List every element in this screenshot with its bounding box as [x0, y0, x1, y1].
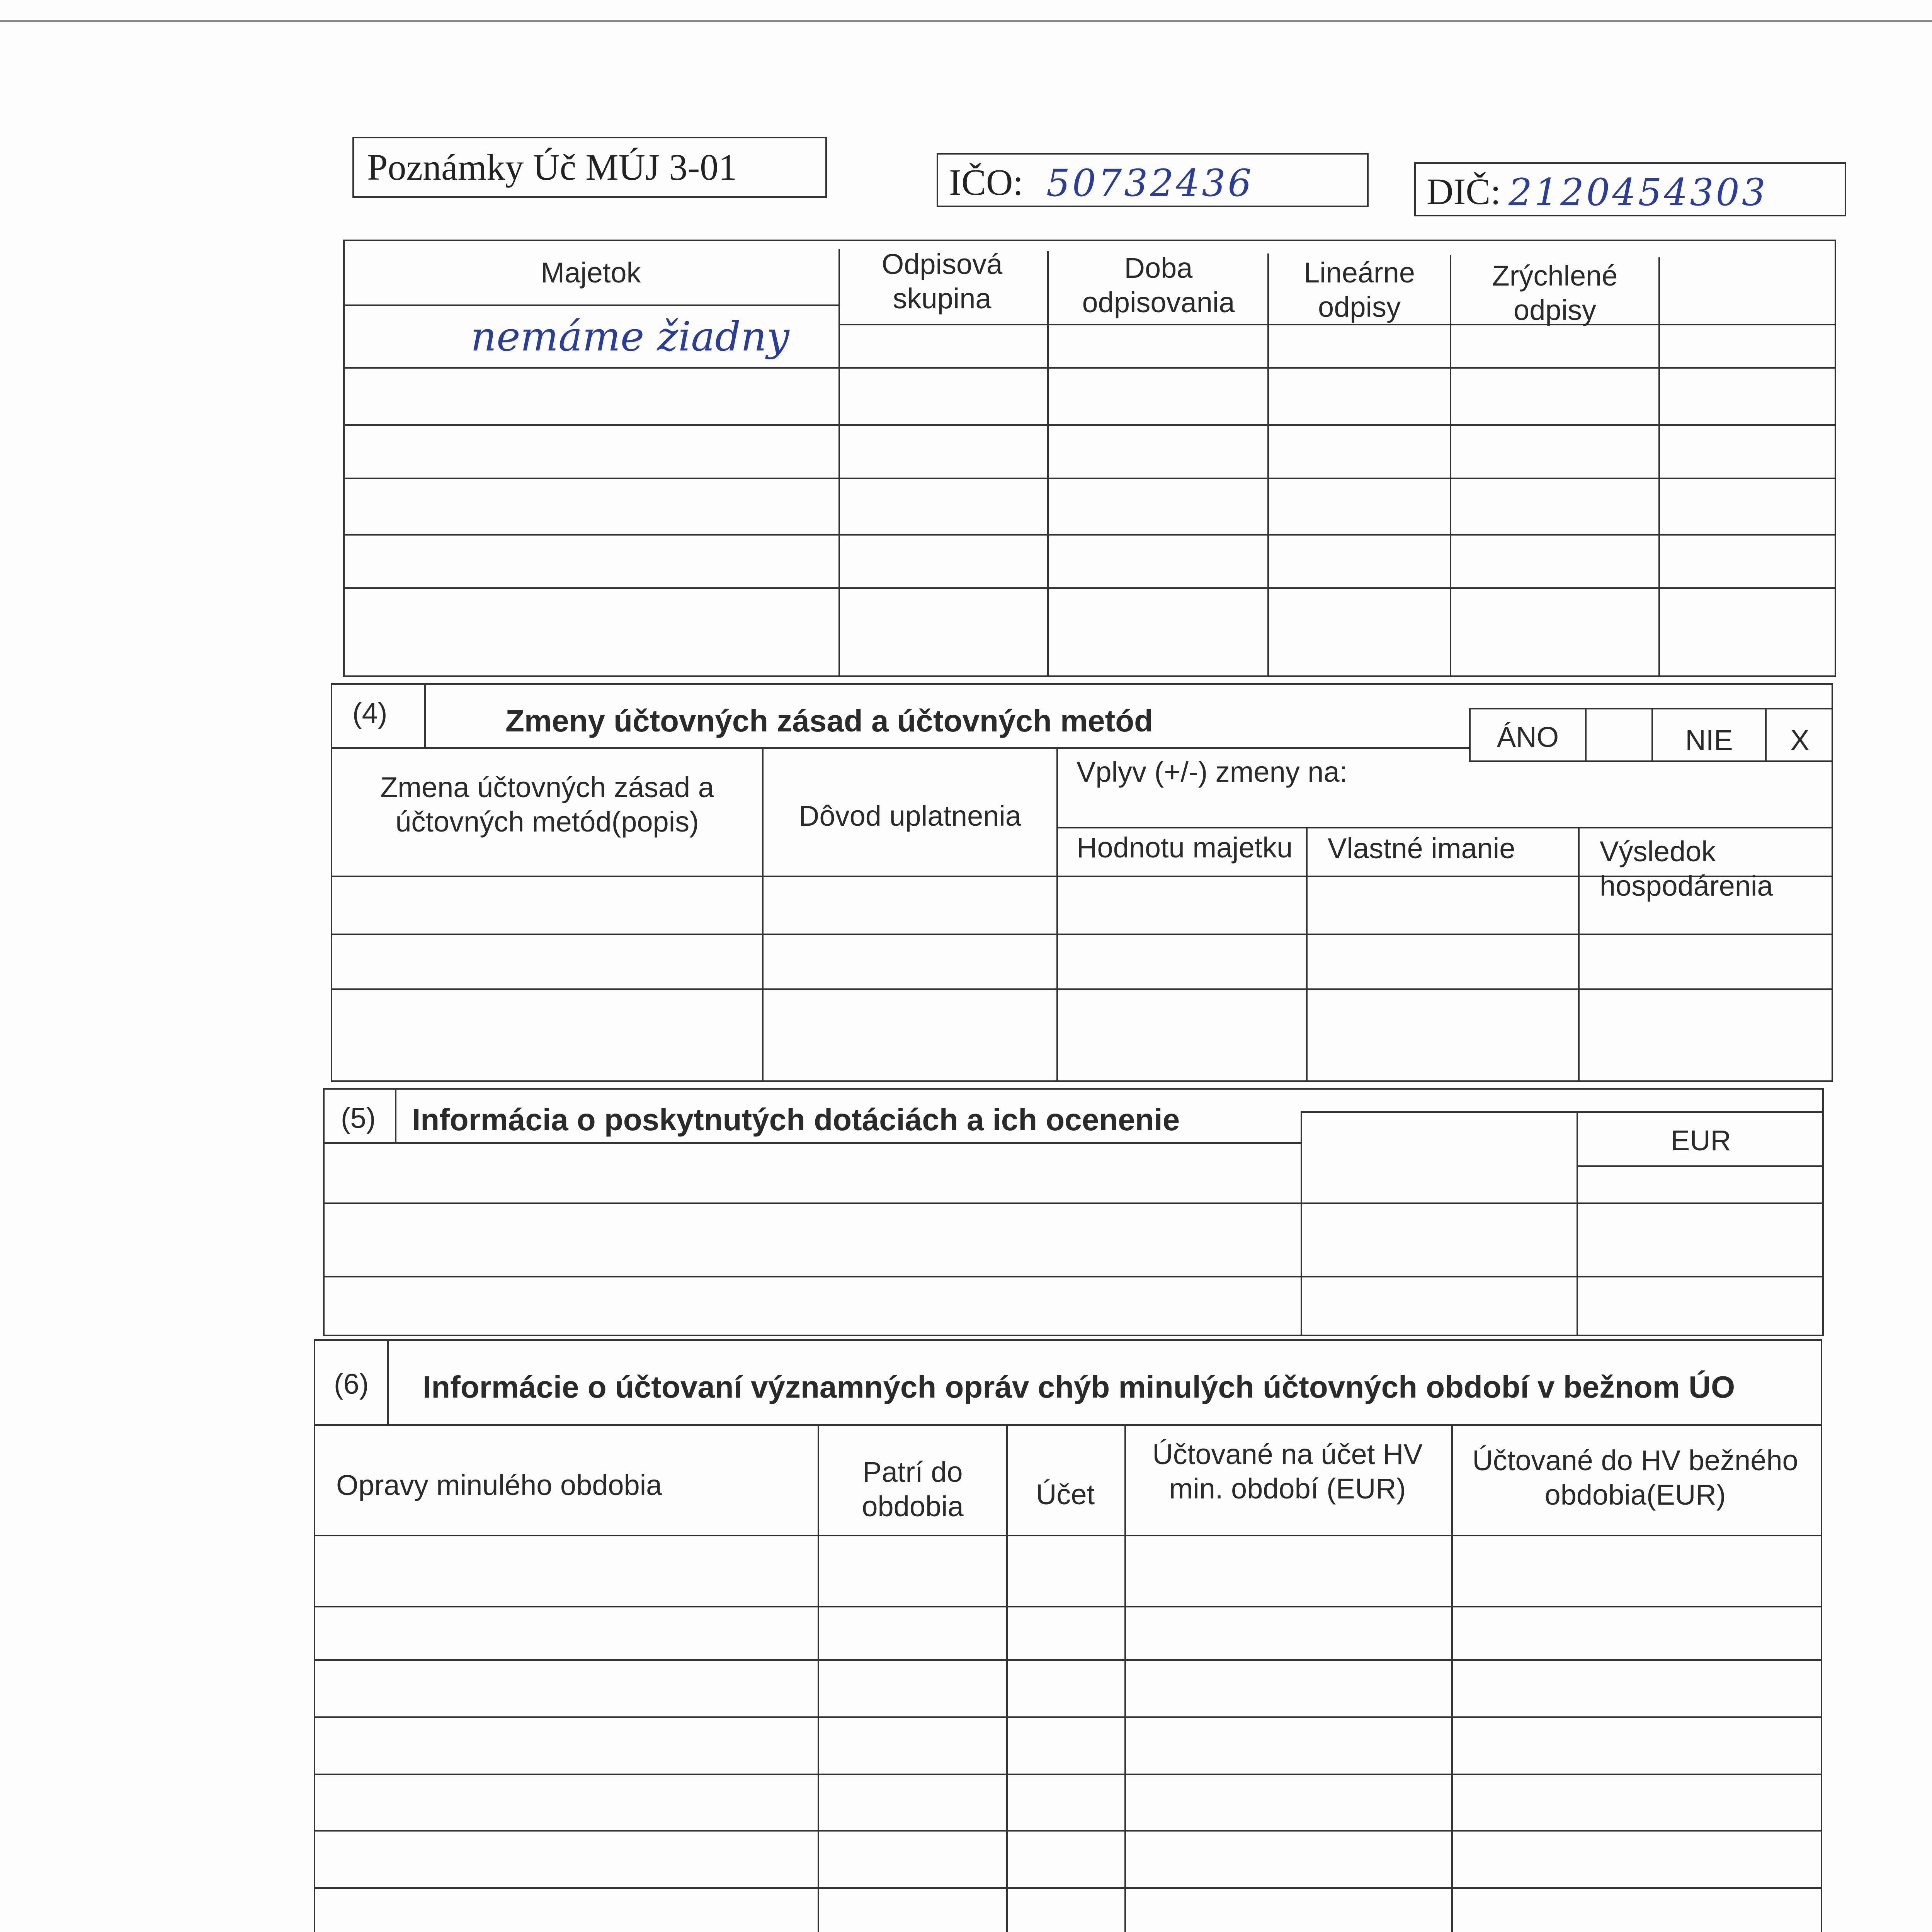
section-5-title: Informácia o poskytnutých dotáciách a ich ocenenie — [412, 1102, 1180, 1137]
col-asset: Majetok — [541, 257, 641, 289]
form-id-box — [352, 137, 827, 198]
section-5 — [323, 1088, 1824, 1336]
handwritten-entry: nemáme žiadny — [471, 313, 789, 360]
section-6 — [314, 1339, 1822, 1932]
dic-value: 2120454303 — [1509, 171, 1768, 214]
col-hv-current: Účtované do HV bežného obdobia(EUR) — [1472, 1444, 1798, 1511]
col-reason: Dôvod uplatnenia — [799, 800, 1021, 832]
col-depr-period: Doba odpisovania — [1082, 252, 1235, 318]
col-change-description: Zmena účtovných zásad a účtovných metód(popis) — [380, 771, 714, 838]
col-linear: Lineárne odpisy — [1303, 257, 1415, 323]
section-4-title: Zmeny účtovných zásad a účtovných metód — [505, 704, 1153, 738]
section-5-number: (5) — [341, 1102, 376, 1134]
ico-box — [937, 153, 1369, 207]
col-depr-group: Odpisová skupina — [881, 248, 1003, 315]
nie-label: NIE — [1685, 724, 1733, 756]
assets-table — [343, 240, 1836, 677]
dic-box — [1414, 162, 1846, 216]
col-account: Účet — [1036, 1478, 1095, 1510]
col-accelerated: Zrýchlené odpisy — [1492, 260, 1618, 326]
ico-label: IČO: — [949, 162, 1023, 203]
col-equity: Vlastné imanie — [1328, 832, 1515, 864]
ano-label: ÁNO — [1497, 721, 1559, 753]
impact-header: Vplyv (+/-) zmeny na: — [1077, 756, 1348, 788]
col-corrections: Opravy minulého obdobia — [336, 1469, 662, 1501]
section-6-title: Informácie o účtovaní významných opráv chýb minulých účtovných období v bežnom ÚO — [423, 1370, 1735, 1404]
col-result: Výsledok hospodárenia — [1600, 835, 1773, 902]
col-hv-previous: Účtované na účet HV min. období (EUR) — [1152, 1438, 1423, 1505]
section-6-number: (6) — [334, 1368, 369, 1400]
form-id: Poznámky Úč MÚJ 3-01 — [367, 146, 737, 188]
section-5-currency: EUR — [1670, 1124, 1731, 1156]
col-belongs-period: Patrí do obdobia — [862, 1456, 964, 1522]
col-asset-value: Hodnotu majetku — [1077, 832, 1293, 864]
nie-mark: X — [1790, 724, 1810, 756]
section-4 — [331, 683, 1833, 1082]
dic-label: DIČ: — [1427, 171, 1501, 212]
ico-value: 50732436 — [1046, 162, 1254, 205]
scan-top-line — [0, 20, 1932, 22]
section-4-number: (4) — [352, 697, 388, 729]
